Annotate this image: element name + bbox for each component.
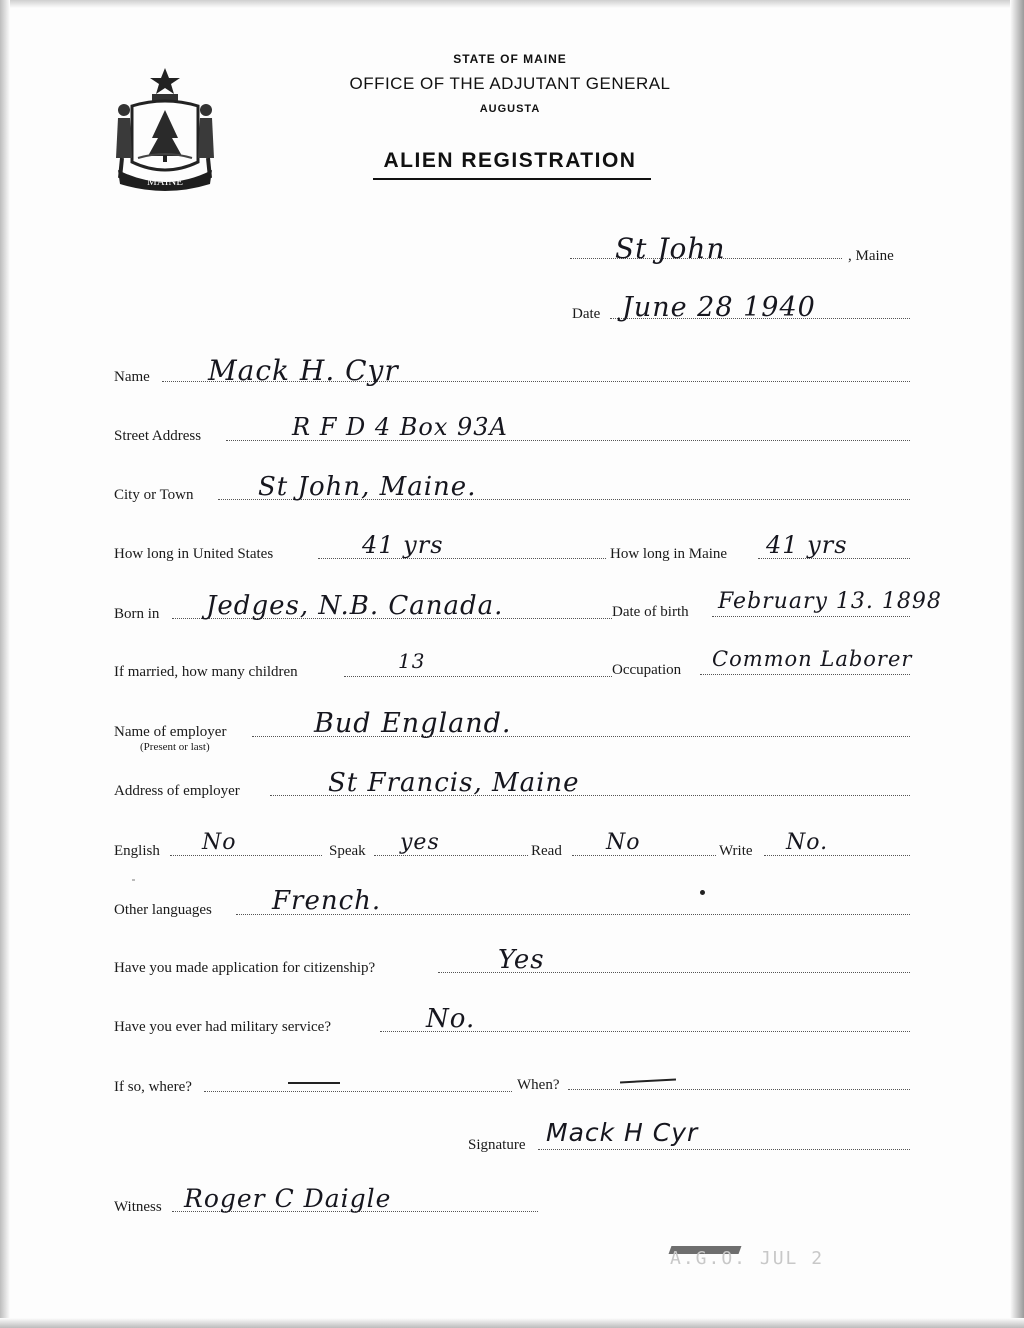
date-value: June 28 1940 [622, 292, 816, 323]
town-value: St John [615, 232, 726, 265]
citizenship-label: Have you made application for citizenship? [114, 960, 376, 976]
date-label: Date [572, 306, 601, 322]
scan-edge-bottom [0, 1318, 1024, 1328]
street-address-label: Street Address [114, 428, 202, 444]
military-label: Have you ever had military service? [114, 1019, 331, 1035]
english-label: English [114, 843, 160, 859]
city-value: St John, Maine. [258, 472, 477, 502]
town-suffix: , Maine [848, 248, 894, 264]
signature-value: Mack H Cyr [546, 1118, 699, 1147]
read-label: Read [531, 843, 562, 859]
write-dots [764, 855, 910, 856]
employer-address-label: Address of employer [114, 783, 240, 799]
signature-label: Signature [468, 1137, 526, 1153]
english-value: No [202, 830, 237, 855]
scan-edge-top [0, 0, 1024, 8]
speak-label: Speak [329, 843, 366, 859]
children-label: If married, how many children [114, 664, 298, 680]
how-long-maine-label: How long in Maine [610, 546, 728, 562]
how-long-us-label: How long in United States [114, 546, 274, 562]
seal-text: MAINE [146, 176, 184, 188]
street-address-value: R F D 4 Box 93A [292, 413, 508, 441]
ink-dot [700, 890, 705, 895]
employer-value: Bud England. [314, 708, 512, 739]
where-dash [288, 1082, 340, 1084]
title-underline [373, 178, 651, 180]
occupation-dots [700, 674, 910, 675]
how-long-us-value: 41 yrs [362, 531, 444, 559]
name-value: Mack H. Cyr [208, 354, 399, 387]
employer-address-value: St Francis, Maine [328, 768, 580, 798]
write-label: Write [719, 843, 753, 859]
read-dots [572, 855, 716, 856]
date-of-birth-label: Date of birth [612, 604, 689, 620]
born-in-label: Born in [114, 606, 160, 622]
children-dots [344, 676, 612, 677]
speak-value: yes [400, 830, 440, 855]
born-in-value: Jedges, N.B. Canada. [206, 591, 504, 621]
header-city: AUGUSTA [479, 103, 541, 115]
occupation-label: Occupation [612, 662, 682, 678]
when-dash [620, 1079, 676, 1084]
city-label: City or Town [114, 487, 194, 503]
other-languages-label: Other languages [114, 902, 212, 918]
children-value: 13 [398, 649, 426, 673]
when-label: When? [517, 1077, 560, 1093]
read-value: No [606, 830, 641, 855]
write-value: No. [786, 830, 829, 855]
employer-label: Name of employer [114, 724, 227, 740]
date-of-birth-dots [712, 616, 910, 617]
english-dots [170, 855, 322, 856]
citizenship-value: Yes [498, 945, 545, 975]
scan-edge-right [1010, 0, 1024, 1328]
other-languages-value: French. [272, 886, 382, 916]
scan-edge-left [0, 0, 10, 1328]
witness-value: Roger C Daigle [184, 1184, 392, 1213]
where-dots [204, 1091, 512, 1092]
header-state: STATE OF MAINE [453, 52, 567, 66]
where-label: If so, where? [114, 1079, 192, 1095]
speak-dots [374, 855, 528, 856]
occupation-value: Common Laborer [712, 647, 913, 671]
when-dots [568, 1089, 910, 1090]
name-label: Name [114, 369, 150, 385]
header-office: OFFICE OF THE ADJUTANT GENERAL [349, 74, 671, 93]
received-stamp: A.G.O. JUL 2 [670, 1248, 825, 1269]
military-value: No. [426, 1004, 476, 1034]
how-long-maine-value: 41 yrs [766, 531, 848, 559]
date-of-birth-value: February 13. 1898 [718, 589, 942, 614]
witness-label: Witness [114, 1199, 162, 1215]
employer-sublabel: (Present or last) [140, 741, 210, 753]
signature-dots [538, 1149, 910, 1150]
scan-speck [132, 879, 135, 881]
state-seal-icon [112, 66, 218, 194]
form-title: ALIEN REGISTRATION [383, 149, 637, 172]
